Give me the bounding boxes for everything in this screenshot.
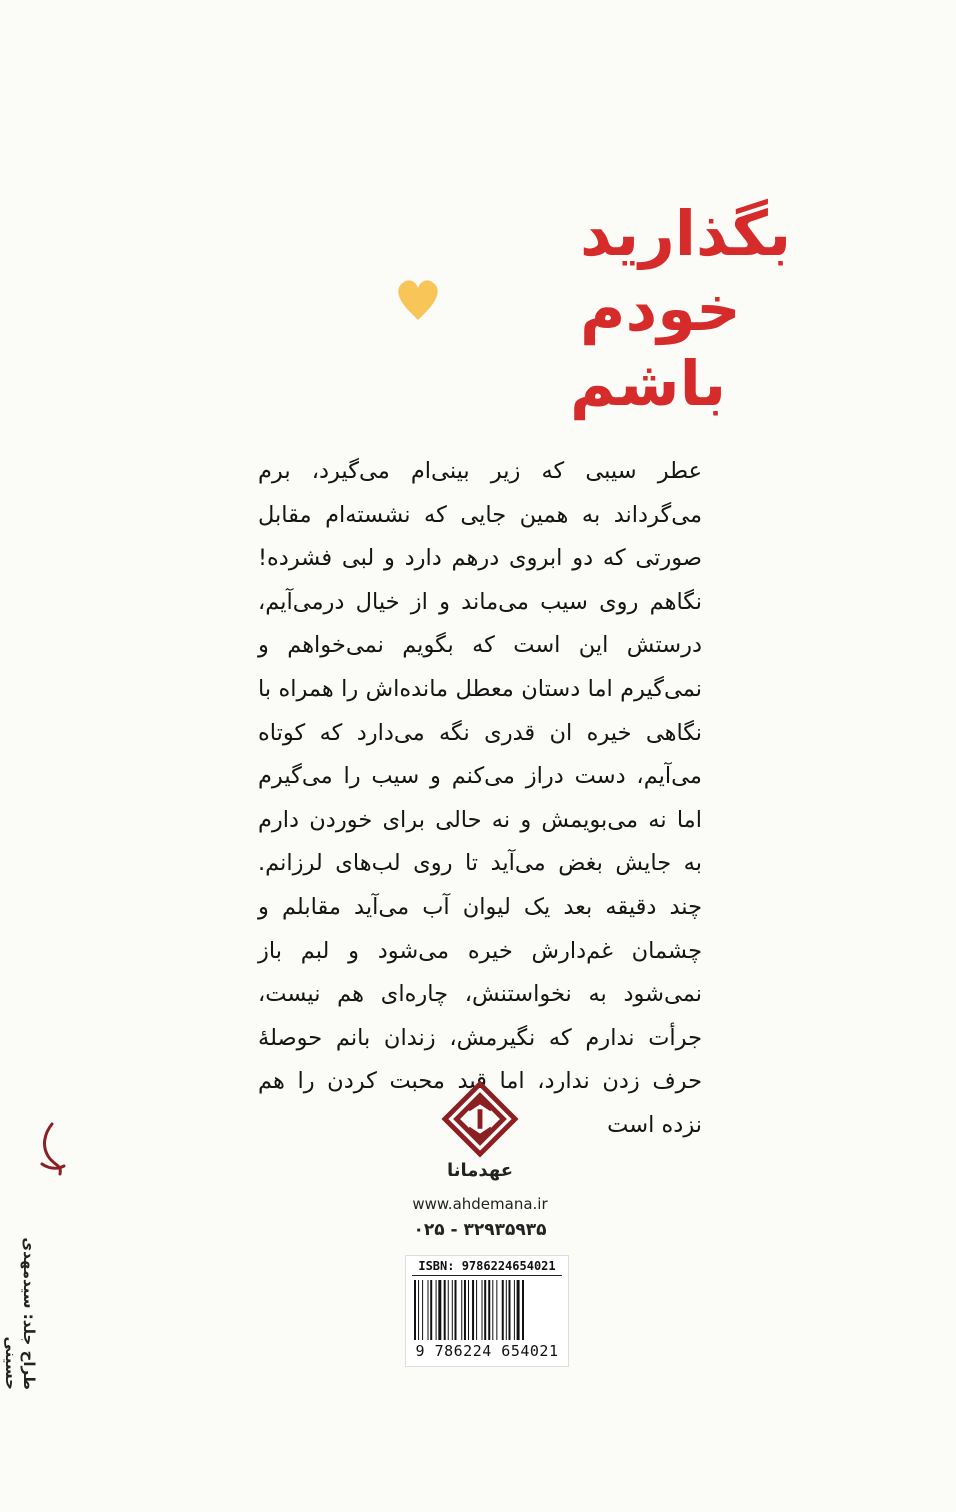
title-line-3: باشم xyxy=(570,347,727,420)
title-line-2: خودم xyxy=(580,272,741,345)
isbn-barcode-block xyxy=(405,1255,569,1367)
publisher-phone: ۰۲۵ - ۳۲۹۳۵۹۳۵ xyxy=(413,1220,547,1240)
barcode-image xyxy=(414,1280,560,1340)
heart-icon xyxy=(398,280,437,320)
publisher-website: www.ahdemana.ir xyxy=(412,1195,548,1213)
title-line-1: بگذارید xyxy=(580,197,792,270)
publisher-logo xyxy=(425,1080,535,1188)
designer-signature-icon xyxy=(34,1120,68,1180)
publisher-logo-icon xyxy=(441,1080,519,1158)
isbn-label: ISBN: 9786224654021 xyxy=(412,1259,562,1276)
title-art-svg xyxy=(390,180,792,420)
cover-designer-credit: طراح جلد: سیدمهدی حسینی xyxy=(2,1237,38,1390)
publisher-name: عهدمانا xyxy=(447,1160,513,1181)
back-cover-blurb: عطر سیبی که زیر بینی‌ام می‌گیرد، برم می‌گرداند به همین جایی که نشسته‌ام مقابل صورتی که دو ابروی درهم دارد و لبی فشرده! نگاهم روی سیب می‌ماند و از خیال درمی‌آیم، درستش این است که بگویم نمی‌خواهم و نمی‌گیرم اما دستان معطل مانده‌اش را همراه با نگاهی خیره ان قدری نگه می‌دارد که کوتاه می‌آیم، دست دراز می‌کنم و سیب را می‌گیرم اما نه می‌بویمش و نه حالی برای خوردن دارم به جایش بغض می‌آید تا روی لب‌های لرزانم. چند دقیقه بعد یک لیوان آب می‌آید مقابلم و چشمان غم‌دارش خیره می‌شود و لبم باز نمی‌شود به نخواستنش، چاره‌ای هم نیست، جرأت ندارم که نگیرمش، زندان بانم حوصلهٔ حرف زدن ندارد، اما قید محبت کردن را هم نزده است xyxy=(258,458,702,1138)
isbn-digits: 9 786224 654021 xyxy=(415,1342,559,1360)
cover-title xyxy=(390,180,792,420)
